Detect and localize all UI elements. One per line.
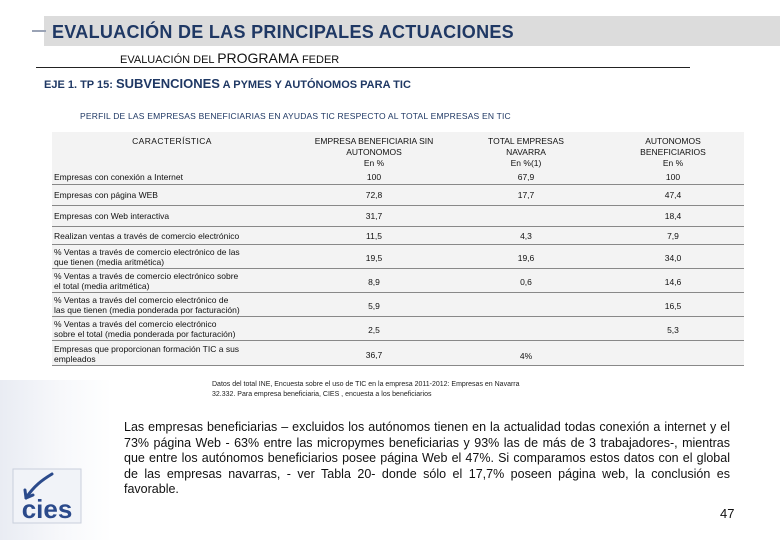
row-label	[54, 247, 290, 267]
row-value-autonomos: 14,6	[664, 277, 682, 287]
logo-text: cies	[21, 494, 73, 524]
row-value-total: 67,9	[517, 172, 535, 182]
cies-logo	[12, 468, 82, 524]
row-label	[54, 344, 290, 364]
row-label: Empresas con página WEB	[54, 190, 158, 200]
row-label: Realizan ventas a través de comercio electrónico	[54, 231, 240, 241]
eje-heading	[44, 76, 411, 91]
row-label-line2: sobre el total (media ponderada por facturación)	[54, 329, 236, 339]
row-label-line1: % Ventas a través de comercio electrónico de las	[54, 247, 240, 257]
source-line2: 32.332. Para empresa beneficiaria, CIES , encuesta a los beneficiarios	[212, 391, 432, 398]
row-label-line1: % Ventas a través del comercio electrónico de	[54, 295, 229, 305]
row-value-total: 0,6	[520, 277, 532, 287]
row-label: Empresas con conexión a Internet	[54, 172, 183, 182]
col-header-1-line1: EMPRESA BENEFICIARIA SIN	[314, 136, 434, 146]
subtitle	[36, 50, 690, 68]
col-header-2-line2: NAVARRA	[506, 147, 546, 157]
row-value-beneficiaria: 36,7	[365, 350, 383, 360]
col-header-2-line3: En %(1)	[510, 158, 542, 168]
table-row	[52, 268, 744, 292]
row-label	[54, 295, 290, 315]
eje-subvenciones: SUBVENCIONES	[115, 76, 220, 91]
table-row	[52, 316, 744, 340]
col-header-2-line1: TOTAL EMPRESAS	[488, 136, 564, 146]
row-value-autonomos: 100	[665, 172, 681, 182]
profile-table	[52, 132, 744, 366]
row-label	[54, 271, 290, 291]
eje-suffix: A PYMES Y AUTÓNOMOS PARA TIC	[222, 79, 411, 91]
table-source-note	[212, 380, 632, 400]
row-value-beneficiaria: 8,9	[368, 277, 380, 287]
source-line1: Datos del total INE, Encuesta sobre el uso de TIC en la empresa 2011-2012: Empresas en Navarra	[212, 381, 520, 388]
table-header-row	[52, 132, 744, 184]
row-label-line1: % Ventas a través de comercio electrónico sobre	[54, 271, 239, 281]
summary-paragraph: Las empresas beneficiarias – excluidos los autónomos tienen en la actualidad todas conexión a internet y el 73% página Web - 63% entre las micropymes beneficiarias y 93% las de más de 3 trabajadores-, mientras que entre los autónomos beneficiarios posee página Web el 47%. Si comparamos estos datos con el global de las empresas navarras, - ver Tabla 20- donde sólo el 17,7% poseen página web, la conclusión es favorable.	[124, 420, 730, 497]
title-decor-line	[32, 30, 46, 32]
row-value-autonomos: 7,9	[667, 231, 679, 241]
col-header-caracteristica: CARACTERÍSTICA	[132, 136, 212, 146]
col-header-3-line2: BENEFICIARIOS	[640, 147, 706, 157]
subtitle-pre: EVALUACIÓN DEL	[120, 54, 215, 66]
row-value-autonomos: 47,4	[664, 190, 682, 200]
row-value-total: 4,3	[520, 231, 532, 241]
row-value-total: 17,7	[517, 190, 535, 200]
row-label: Empresas con Web interactiva	[54, 211, 170, 221]
eje-prefix: EJE 1. TP 15:	[44, 79, 113, 91]
row-label-line1: Empresas que proporcionan formación TIC a sus	[54, 344, 240, 354]
table-row	[52, 244, 744, 268]
row-label-line2: que tienen (media aritmética)	[54, 257, 165, 267]
table-row	[52, 205, 744, 226]
row-value-beneficiaria: 31,7	[365, 211, 383, 221]
col-header-3-line3: En %	[662, 158, 684, 168]
row-value-total: 19,6	[517, 253, 535, 263]
row-value-beneficiaria: 5,9	[368, 301, 380, 311]
page-title: EVALUACIÓN DE LAS PRINCIPALES ACTUACIONES	[52, 22, 514, 42]
table-row	[52, 226, 744, 244]
row-value-autonomos: 18,4	[664, 211, 682, 221]
row-label-line2: las que tienen (media ponderada por facturación)	[54, 305, 240, 315]
col-header-1-line2: AUTONOMOS	[346, 147, 402, 157]
col-header-3-line1: AUTONOMOS	[645, 136, 701, 146]
col-header-autonomos	[602, 136, 744, 169]
row-value-autonomos: 16,5	[664, 301, 682, 311]
table-row	[52, 340, 744, 366]
row-value-autonomos: 34,0	[664, 253, 682, 263]
table-row	[52, 292, 744, 316]
row-label-line1: % Ventas a través del comercio electrónico	[54, 319, 217, 329]
table-row	[52, 184, 744, 205]
cies-logo-graphic	[12, 468, 82, 524]
row-value-beneficiaria: 2,5	[368, 325, 380, 335]
title-bar	[44, 14, 780, 46]
row-value-beneficiaria: 19,5	[365, 253, 383, 263]
row-value-total: 4%	[519, 351, 533, 361]
col-header-1-line3: En %	[363, 158, 385, 168]
row-value-beneficiaria: 72,8	[365, 190, 383, 200]
subtitle-feder: FEDER	[301, 54, 340, 66]
col-header-beneficiaria	[292, 136, 456, 169]
page-number: 47	[720, 506, 735, 521]
row-label-line2: el total (media aritmética)	[54, 281, 150, 291]
row-value-autonomos: 5,3	[667, 325, 679, 335]
row-value-beneficiaria: 11,5	[366, 231, 382, 241]
row-label	[54, 319, 290, 339]
table-caption: PERFIL DE LAS EMPRESAS BENEFICIARIAS EN AYUDAS TIC RESPECTO AL TOTAL EMPRESAS EN TIC	[80, 111, 511, 121]
row-label-line2: empleados	[54, 354, 96, 364]
subtitle-programa: PROGRAMA	[217, 50, 299, 66]
row-value-beneficiaria: 100	[366, 172, 382, 182]
col-header-total-navarra	[456, 136, 596, 169]
